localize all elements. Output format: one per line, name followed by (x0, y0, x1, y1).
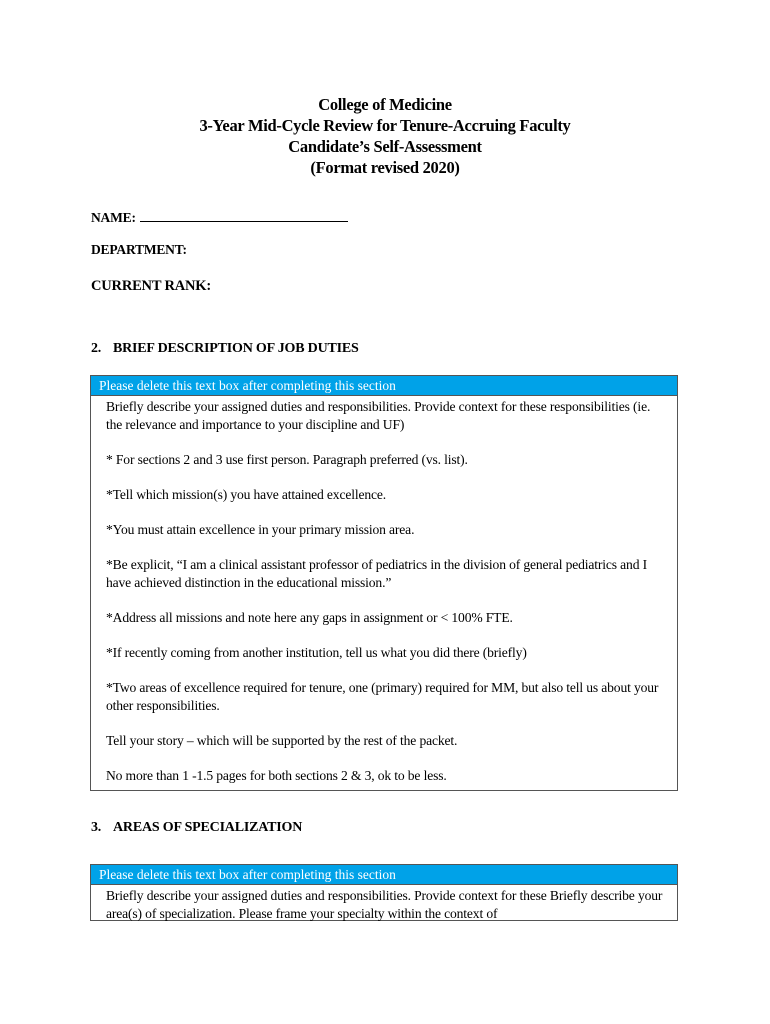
section-2-heading (91, 341, 359, 357)
department-field (91, 242, 187, 258)
section-3-box-header: Please delete this text box after completing this section (91, 865, 677, 885)
instruction-paragraph: Briefly describe your assigned duties and responsibilities. Provide context for these responsibilities (ie. the relevance and importance to your discipline and UF) (106, 399, 651, 432)
title-college: College of Medicine (318, 95, 452, 114)
name-label: NAME: (91, 210, 136, 225)
instruction-paragraph: *If recently coming from another institution, tell us what you did there (briefly) (106, 645, 527, 660)
instruction-paragraph: *Address all missions and note here any gaps in assignment or < 100% FTE. (106, 610, 513, 625)
current-rank-label: CURRENT RANK: (91, 278, 211, 294)
section-2-number: 2. (91, 341, 102, 356)
name-blank-line[interactable] (140, 209, 348, 222)
section-2-title: BRIEF DESCRIPTION OF JOB DUTIES (113, 341, 359, 356)
current-rank-field (91, 278, 211, 295)
section-3-number: 3. (91, 820, 102, 835)
instruction-paragraph: *You must attain excellence in your primary mission area. (106, 522, 415, 537)
title-review: 3-Year Mid-Cycle Review for Tenure-Accruing Faculty (199, 116, 571, 135)
instruction-paragraph: No more than 1 -1.5 pages for both sections 2 & 3, ok to be less. (106, 768, 447, 783)
department-label: DEPARTMENT: (91, 242, 187, 257)
title-format-revised: (Format revised 2020) (310, 158, 460, 177)
section-3-heading (91, 820, 302, 836)
name-field (91, 209, 348, 226)
instruction-paragraph: * For sections 2 and 3 use first person. Paragraph preferred (vs. list). (106, 452, 468, 467)
instruction-paragraph: *Two areas of excellence required for tenure, one (primary) required for MM, but also tell us about your other responsibilities. (106, 680, 659, 713)
section-3-box-body[interactable] (91, 885, 677, 923)
section-2-box-body[interactable] (91, 396, 677, 785)
document-title (0, 94, 770, 178)
section-2-box-header: Please delete this text box after completing this section (91, 376, 677, 396)
section-3-instruction-box[interactable] (90, 864, 678, 921)
instruction-paragraph: *Be explicit, “I am a clinical assistant professor of pediatrics in the division of general pediatrics and I have achieved distinction in the educational mission.” (106, 557, 647, 590)
instruction-paragraph: Briefly describe your assigned duties and responsibilities. Provide context for these Briefly describe your area(s) of specialization. Please frame your specialty within the context of (106, 888, 663, 921)
section-2-instruction-box[interactable] (90, 375, 678, 791)
instruction-paragraph: *Tell which mission(s) you have attained excellence. (106, 487, 387, 502)
instruction-paragraph: Tell your story – which will be supported by the rest of the packet. (106, 733, 458, 748)
section-3-title: AREAS OF SPECIALIZATION (113, 820, 303, 835)
title-self-assessment: Candidate’s Self-Assessment (288, 137, 482, 156)
